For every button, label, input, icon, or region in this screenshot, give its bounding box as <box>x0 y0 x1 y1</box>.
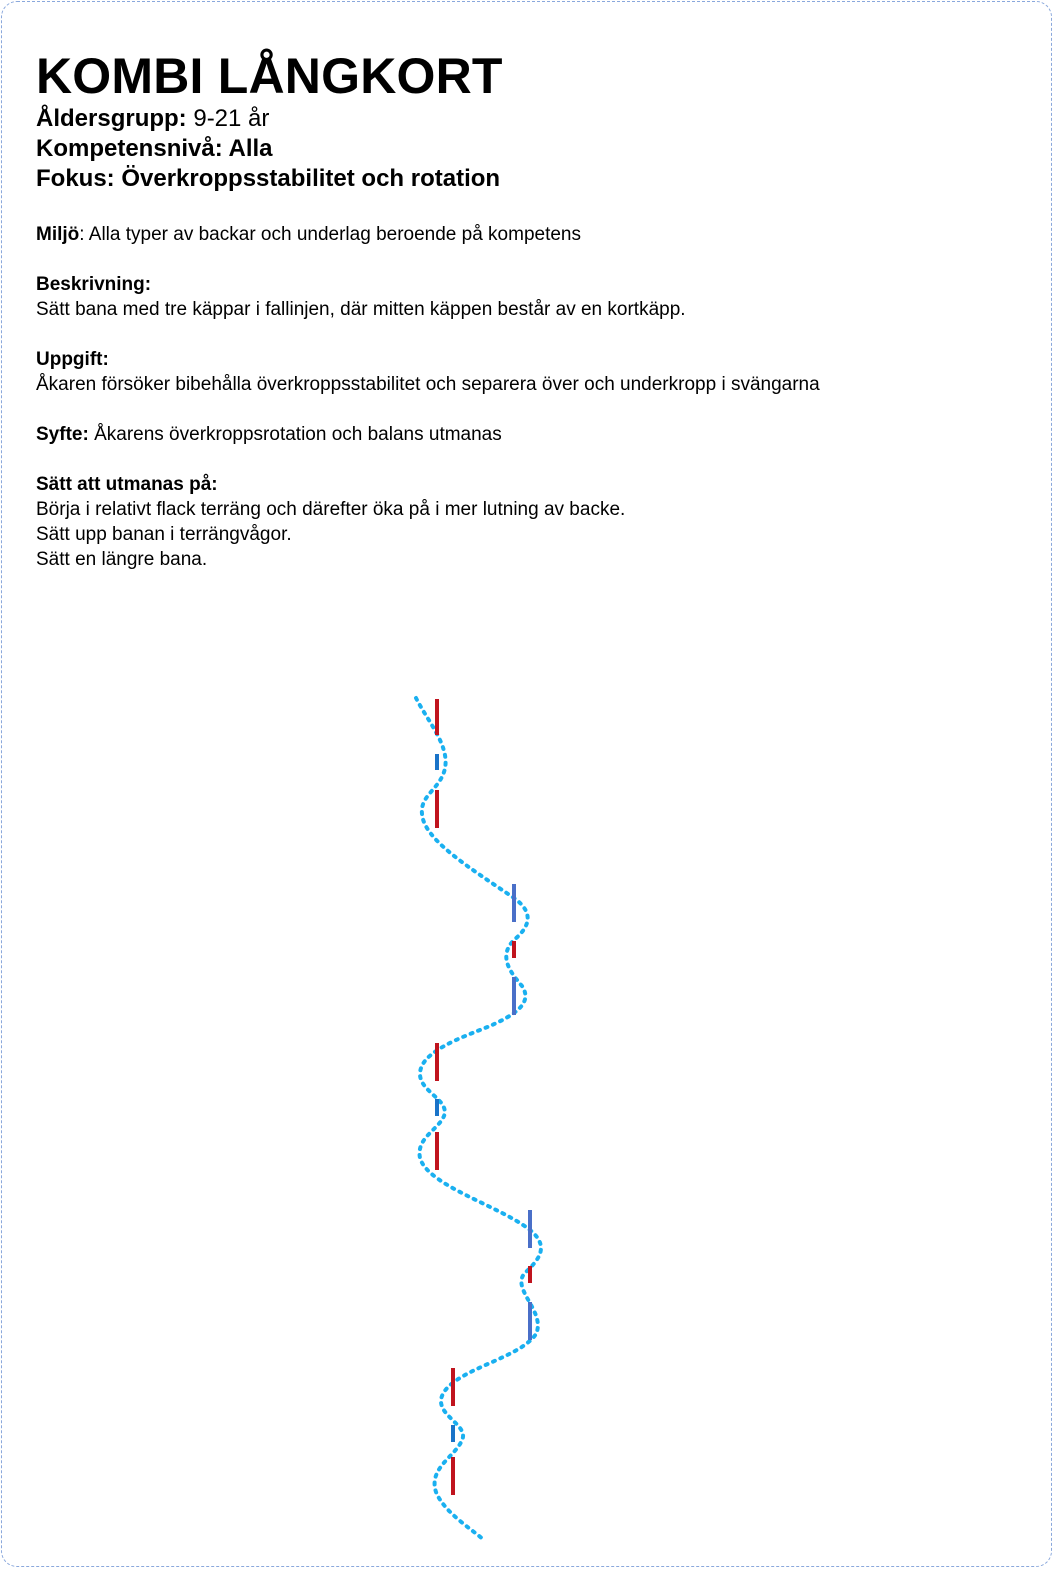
page-title: KOMBI LÅNGKORT <box>36 48 503 104</box>
task-label: Uppgift: <box>36 349 109 370</box>
competence-level-value: Alla <box>222 135 273 162</box>
environment-text: : Alla typer av backar och underlag beroende på kompetens <box>79 224 581 245</box>
purpose-text: Åkarens överkroppsrotation och balans utmanas <box>88 424 502 445</box>
description-text: Sätt bana med tre käppar i fallinjen, där mitten käppen består av en kortkäpp. <box>36 299 686 320</box>
age-group-label: Åldersgrupp: <box>36 105 187 132</box>
environment-line <box>36 222 1026 247</box>
competence-level-line <box>36 134 1026 164</box>
purpose-line <box>36 422 1026 447</box>
challenge-item: Börja i relativt flack terräng och därefter öka på i mer lutning av backe. <box>36 499 626 520</box>
purpose-label: Syfte: <box>36 424 89 445</box>
competence-level-label: Kompetensnivå: <box>36 135 223 162</box>
age-group-value: 9-21 år <box>186 105 270 132</box>
age-group-line <box>36 104 1026 134</box>
focus-label: Fokus: <box>36 165 115 192</box>
task-text: Åkaren försöker bibehålla överkroppsstabilitet och separera över och underkropp i svängarna <box>36 374 820 395</box>
challenge-label: Sätt att utmanas på: <box>36 474 218 495</box>
focus-line <box>36 164 1026 194</box>
challenge-item: Sätt upp banan i terrängvågor. <box>36 524 292 545</box>
environment-label: Miljö <box>36 224 80 245</box>
focus-value: Överkroppsstabilitet och rotation <box>114 165 501 192</box>
description-label: Beskrivning: <box>36 274 152 295</box>
drill-card-content <box>36 48 1026 572</box>
challenge-item: Sätt en längre bana. <box>36 549 208 570</box>
